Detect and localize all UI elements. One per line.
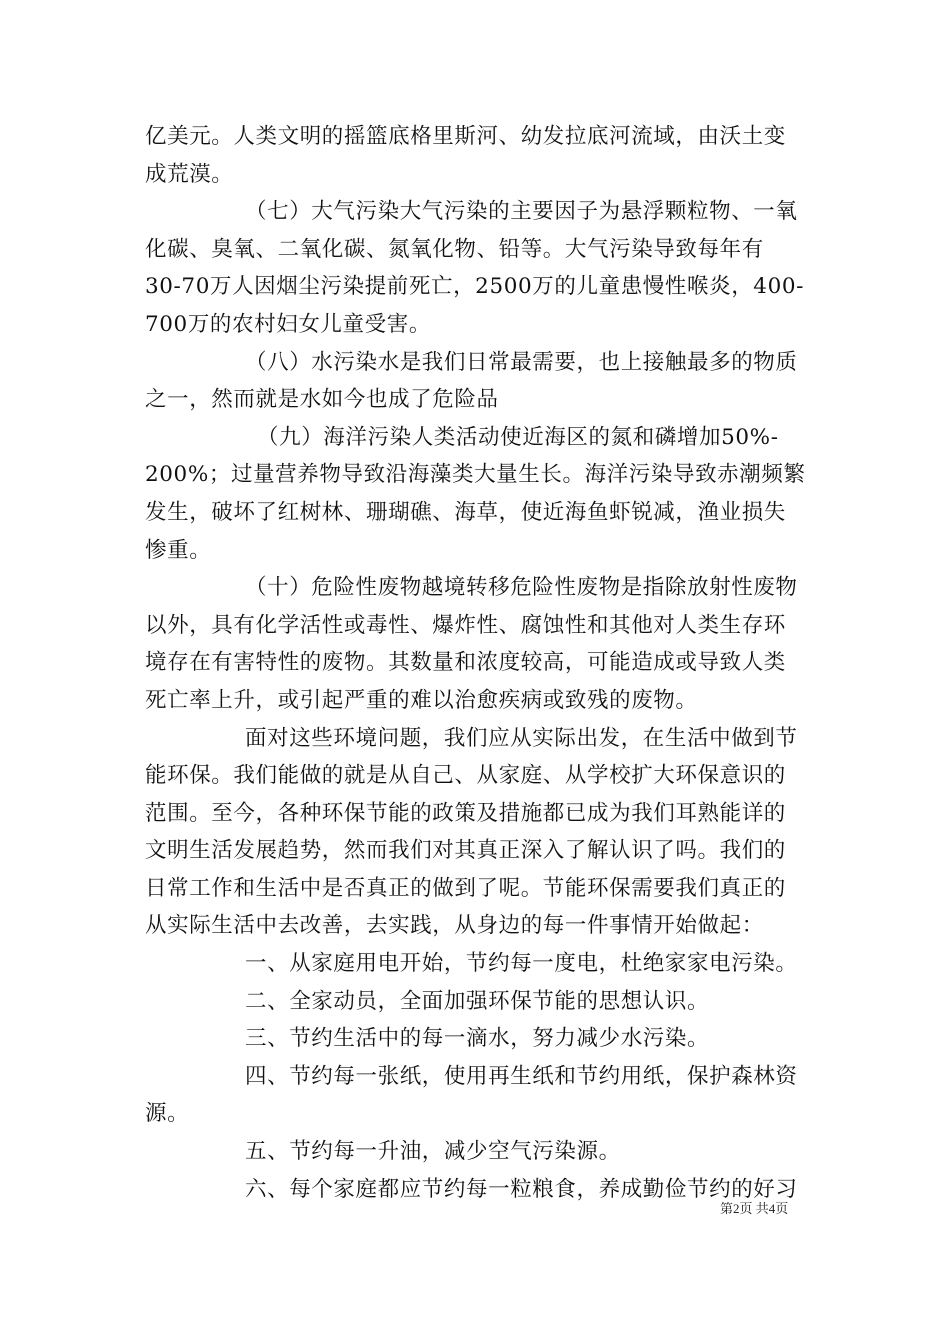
text-line: 发生，破坏了红树林、珊瑚礁、海草，使近海鱼虾锐减，渔业损失 [145, 499, 786, 525]
paragraph-start-line: 面对这些环境问题，我们应从实际出发，在生活中做到节 [245, 725, 798, 751]
list-item: 四、节约每一张纸，使用再生纸和节约用纸，保护森林资 [245, 1063, 798, 1089]
paragraph-start-line: （七）大气污染大气污染的主要因子为悬浮颗粒物、一氧 [245, 199, 798, 225]
list-item: 二、全家动员，全面加强环保节能的思想认识。 [245, 988, 710, 1014]
text-line: 能环保。我们能做的就是从自己、从家庭、从学校扩大环保意识的 [145, 763, 786, 789]
text-line: 境存在有害特性的废物。其数量和浓度较高，可能造成或导致人类 [145, 650, 786, 676]
text-line: 亿美元。人类文明的摇篮底格里斯河、幼发拉底河流域，由沃土变 [145, 124, 786, 149]
text-line: 日常工作和生活中是否真正的做到了呢。节能环保需要我们真正的 [145, 875, 786, 901]
text-line: 成荒漠。 [145, 161, 234, 187]
text-line: 死亡率上升，或引起严重的难以治愈疾病或致残的废物。 [145, 687, 698, 713]
list-item: 六、每个家庭都应节约每一粒粮食，养成勤俭节约的好习 [245, 1176, 798, 1202]
text-line: 文明生活发展趋势，然而我们对其真正深入了解认识了吗。我们的 [145, 838, 786, 864]
text-line: 惨重。 [145, 537, 212, 563]
paragraph-start-line: （九）海洋污染人类活动使近海区的氮和磷增加50%- [257, 424, 779, 450]
text-line: 源。 [145, 1101, 190, 1127]
text-line: 化碳、臭氧、二氧化碳、氮氧化物、铅等。大气污染导致每年有 [145, 236, 764, 262]
text-line: 以外，具有化学活性或毒性、爆炸性、腐蚀性和其他对人类生存环 [145, 612, 786, 638]
paragraph-start-line: （八）水污染水是我们日常最需要，也上接触最多的物质 [245, 349, 798, 375]
list-item: 三、节约生活中的每一滴水，努力减少水污染。 [245, 1026, 710, 1052]
list-item: 一、从家庭用电开始，节约每一度电，杜绝家家电污染。 [245, 951, 798, 977]
text-line: 从实际生活中去改善，去实践，从身边的每一件事情开始做起： [145, 913, 764, 939]
list-item: 五、节约每一升油，减少空气污染源。 [245, 1139, 621, 1165]
text-line: 30-70万人因烟尘污染提前死亡，2500万的儿童患慢性喉炎，400- [145, 274, 804, 300]
page-number: 第2页 共4页 [720, 1201, 789, 1216]
text-line: 之一，然而就是水如今也成了危险品 [145, 387, 499, 413]
text-line: 200%；过量营养物导致沿海藻类大量生长。海洋污染导致赤潮频繁 [145, 462, 806, 488]
text-line: 700万的农村妇女儿童受害。 [145, 311, 431, 337]
text-line: 范围。至今，各种环保节能的政策及措施都已成为我们耳熟能详的 [145, 800, 786, 826]
paragraph-start-line: （十）危险性废物越境转移危险性废物是指除放射性废物 [245, 575, 798, 601]
document-body [145, 118, 807, 1208]
